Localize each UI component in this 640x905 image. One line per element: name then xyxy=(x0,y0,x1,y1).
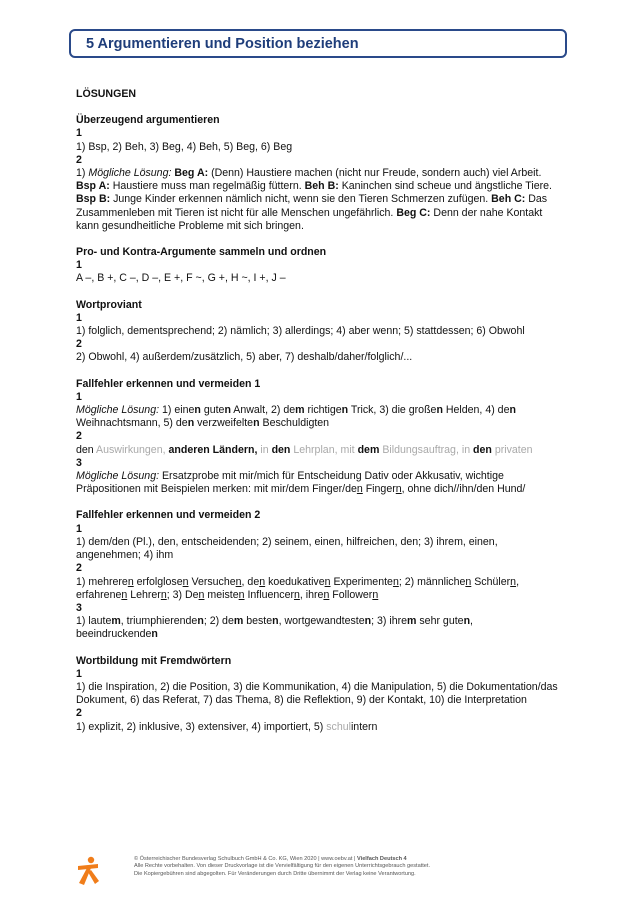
exercise-number: 1 xyxy=(76,127,82,140)
answer-line: 1) mehreren erfolglosen Versuchen, den koedukativen Experimenten; 2) männlichen Schülern, xyxy=(76,575,520,588)
copyright-notice xyxy=(134,856,430,878)
answer-line: 1) dem/den (Pl.), den, entscheidenden; 2) seinem, einen, hilfreichen, den; 3) ihrem, einen, xyxy=(76,535,498,548)
section-title: Wortbildung mit Fremdwörtern xyxy=(76,654,232,667)
section-wortproviant xyxy=(76,299,566,365)
section-title: Pro- und Kontra-Argumente sammeln und ordnen xyxy=(76,246,327,259)
section-wortbildung xyxy=(76,655,566,734)
chapter-header xyxy=(69,29,567,58)
section-ueberzeugend xyxy=(76,114,566,233)
answer-line: Präpositionen mit Beispielen merken: mit mir/dem Finger/den Fingern, ohne dich//ihn/den Hund/ xyxy=(76,483,526,496)
answer-line: Bsp B: Junge Kinder erkennen nämlich nicht, wenn sie den Tieren Schmerzen zufügen. Beh C: Das xyxy=(76,193,548,206)
exercise-number: 1 xyxy=(76,311,82,324)
answer-line: Bsp A: Haustiere muss man regelmäßig füttern. Beh B: Kaninchen sind scheue und ängstliche Tiere. xyxy=(76,180,552,193)
answer-line: Weihnachtsmann, 5) den verzweifelten Beschuldigten xyxy=(76,417,330,430)
answer-line: 1) Bsp, 2) Beh, 3) Beg, 4) Beh, 5) Beg, 6) Beg xyxy=(76,140,293,153)
section-fallfehler-2 xyxy=(76,509,566,641)
answer-line: Mögliche Lösung: 1) einen guten Anwalt, 2) dem richtigen Trick, 3) die großen Helden, 4) den xyxy=(76,404,516,417)
exercise-number: 2 xyxy=(76,562,82,575)
answer-line: Zusammenleben mit Tieren ist nicht für alle Menschen ungefährlich. Beg C: Denn der nahe Kontakt xyxy=(76,206,543,219)
exercise-number: 3 xyxy=(76,601,82,614)
answer-line: den Auswirkungen, anderen Ländern, in den Lehrplan, mit dem Bildungsauftrag, in den privaten xyxy=(76,443,533,456)
fees-line: Die Kopiergebühren sind abgegolten. Für Veränderungen durch Dritte übernimmt der Verlag keine Verantwortung. xyxy=(134,870,416,877)
page-title: LÖSUNGEN xyxy=(76,88,137,100)
section-pro-kontra xyxy=(76,246,566,286)
answer-line: 1) Mögliche Lösung: Beg A: (Denn) Haustiere machen (nicht nur Freude, sondern auch) viel Arbeit. xyxy=(76,167,542,180)
exercise-number: 2 xyxy=(76,153,82,166)
exercise-number: 2 xyxy=(76,707,82,720)
answer-line: 1) explizit, 2) inklusive, 3) extensiver, 4) importiert, 5) schulintern xyxy=(76,720,378,733)
answer-line: Mögliche Lösung: Ersatzprobe mit mir/mich für Entscheidung Dativ oder Akkusativ, wichtige xyxy=(76,470,504,483)
answer-line: kann gesundheitliche Probleme mit sich bringen. xyxy=(76,219,304,232)
exercise-number: 3 xyxy=(76,456,82,469)
section-title: Fallfehler erkennen und vermeiden 1 xyxy=(76,377,261,390)
answer-line: angenehmen; 4) ihm xyxy=(76,549,174,562)
answer-line: beeindruckenden xyxy=(76,628,158,641)
answer-line: 1) lautem, triumphierenden; 2) dem besten, wortgewandtesten; 3) ihrem sehr guten, xyxy=(76,615,473,628)
publisher-logo-icon xyxy=(76,856,100,886)
section-title: Überzeugend argumentieren xyxy=(76,114,220,127)
section-fallfehler-1 xyxy=(76,378,566,497)
answer-line: A –, B +, C –, D –, E +, F ~, G +, H ~, I +, J – xyxy=(76,272,286,285)
solutions-content xyxy=(76,88,566,747)
section-title: Wortproviant xyxy=(76,298,142,311)
copyright-line: © Österreichischer Bundesverlag Schulbuch GmbH & Co. KG, Wien 2020 | www.oebv.at | Vielfach Deutsch 4 xyxy=(134,856,407,862)
answer-line: Dokument, 6) das Referat, 7) das Thema, 8) die Reflektion, 9) der Kontakt, 10) die Interpretation xyxy=(76,694,527,707)
rights-line: Alle Rechte vorbehalten. Von dieser Druckvorlage ist die Vervielfältigung für den eigenen Unterrichtsgebrauch gestattet. xyxy=(134,863,431,870)
exercise-number: 2 xyxy=(76,338,82,351)
answer-line: 1) folglich, dementsprechend; 2) nämlich; 3) allerdings; 4) aber wenn; 5) stattdessen; 6) Obwohl xyxy=(76,325,525,338)
chapter-title: 5 Argumentieren und Position beziehen xyxy=(86,36,359,52)
exercise-number: 1 xyxy=(76,667,82,680)
page-footer xyxy=(76,852,616,892)
exercise-number: 1 xyxy=(76,522,82,535)
answer-line: erfahrenen Lehrern; 3) Den meisten Influencern, ihren Followern xyxy=(76,588,379,601)
exercise-number: 1 xyxy=(76,390,82,403)
section-title: Fallfehler erkennen und vermeiden 2 xyxy=(76,509,261,522)
answer-line: 2) Obwohl, 4) außerdem/zusätzlich, 5) aber, 7) deshalb/daher/folglich/... xyxy=(76,351,413,364)
exercise-number: 2 xyxy=(76,430,82,443)
exercise-number: 1 xyxy=(76,259,82,272)
answer-line: 1) die Inspiration, 2) die Position, 3) die Kommunikation, 4) die Manipulation, 5) die Dokumentation/das xyxy=(76,680,558,693)
